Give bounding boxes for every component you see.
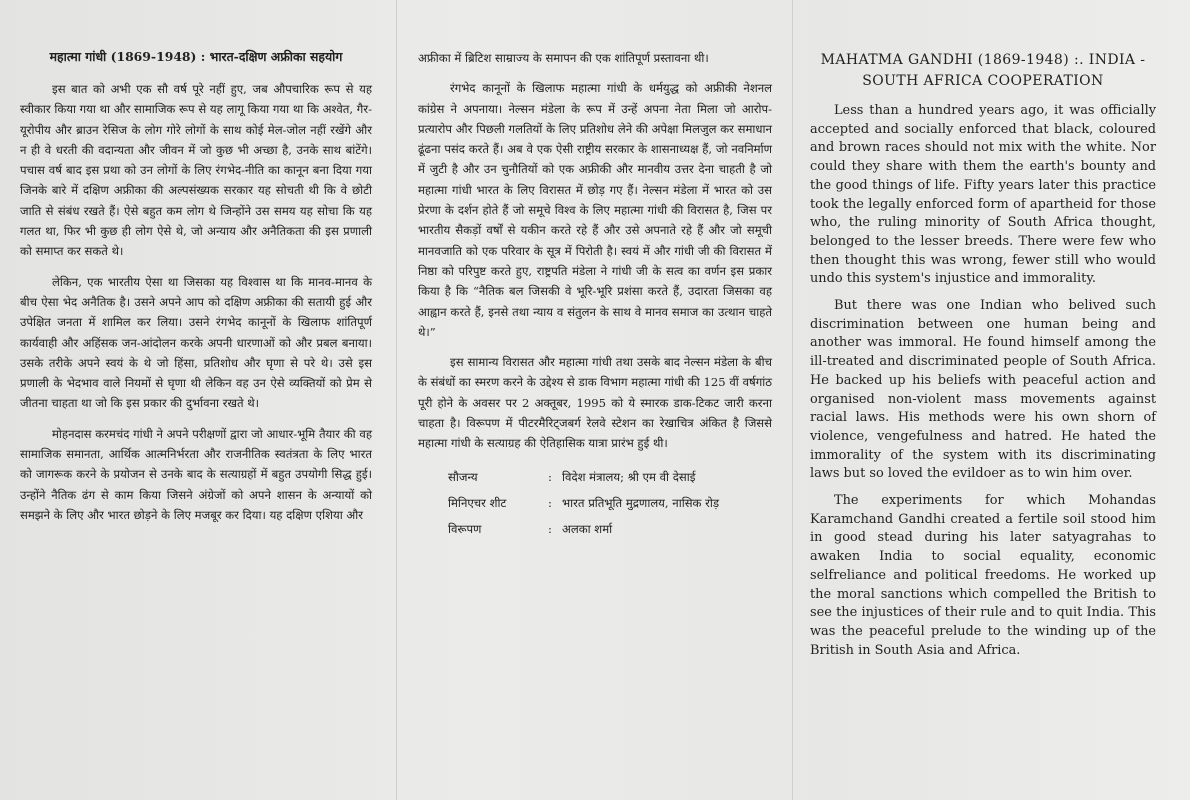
english-title: MAHATMA GANDHI (1869-1948) :. INDIA - SOUTH AFRICA COOPERATION bbox=[820, 52, 1146, 89]
credit-label: विरूपण bbox=[448, 521, 482, 536]
hindi-paragraph: रंगभेद कानूनों के खिलाफ महात्मा गांधी के धर्मयुद्ध को अफ्रीकी नेशनल कांग्रेस ने अपनाया। नेल्सन मंडेला के रूप में उन्हें अपना नेता मिला जो आरोप-प्रत्यारोप और पिछली गलतियों के लिए प्रतिशोध लेने की अपेक्षा मिलजुल कर समाधान ढूंढना पसंद करते हैं। अब वे एक ऐसी राष्ट्रीय सरकार के शासनाध्यक्ष हैं, जो नवनिर्माण में जुटी है और उन चुनौतियों को एक अफ्रीकी और मानवीय उत्तर देना चाहती है जो महात्मा गांधी भारत के लिए विरासत में छोड़ गए हैं। नेल्सन मंडेला में भारत को उस प्रेरणा के दर्शन होते हैं जो समूचे विश्व के लिए महात्मा गांधी की विरासत है, जिस पर भारतीय सैकड़ों वर्षों से यकीन करते रहे हैं और उसे अपनाते रहे हैं और जो समूची मानवजाति को एक परिवार के सूत्र में पिरोती है। स्वयं में और गांधी जी की विरासत में निष्ठा को परिपुष्ट करते हुए, राष्ट्रपति मंडेला ने गांधी जी के सत्व का वर्णन इस प्रकार किया है कि “नैतिक बल जिसकी वे भूरि-भूरि प्रशंसा करते हैं, उदारता जिसका वह आह्वान करते हैं, इनसे तथा न्याय व संतुलन के साथ वे मानव समाज का उत्थान चाहते थे।” bbox=[418, 81, 772, 339]
hindi-paragraph: इस बात को अभी एक सौ वर्ष पूरे नहीं हुए, जब औपचारिक रूप से यह स्वीकार किया गया था और सामाजिक रूप से यह लागू किया गया था कि अश्वेत, गैर-यूरोपीय और ब्राउन रेसिज के लोग गोरे लोगों के साथ कोई मेल-जोल नहीं रखेंगे और न ही वे धरती की वदान्यता और जीवन में जो कुछ भी अच्छा है, उनके साथ बांटेंगे। पचास वर्ष बाद इस प्रथा को उन लोगों के लिए रंगभेद-नीति का कानून बना दिया गया जिनके बारे में दक्षिण अफ्रीका की अल्पसंख्यक सरकार यह सोचती थी कि वे छोटी जाति से संबंध रखते हैं। ऐसे बहुत कम लोग थे जिन्होंने उस समय यह सोचा कि यह गलत था, फिर भी कुछ ही लोग ऐसे थे, जो अन्याय और अनैतिकता की इस प्रणाली को समाप्त कर सकते थे। bbox=[20, 82, 372, 259]
hindi-paragraph: लेकिन, एक भारतीय ऐसा था जिसका यह विश्वास था कि मानव-मानव के बीच ऐसा भेद अनैतिक है। उसने अपने आप को दक्षिण अफ्रीका की सतायी हुई और उपेक्षित जनता में शामिल कर लिया। उसने रंगभेद कानूनों के खिलाफ शांतिपूर्ण कार्यवाही और अहिंसक जन-आंदोलन करके अपनी धारणाओं को और प्रबल बनाया। उसके तरीके अपने स्वयं के थे जो हिंसा, प्रतिशोध और घृणा से परे थे। उसे इस प्रणाली के भेदभाव वाले नियमों से घृणा थी लेकिन वह उन ऐसे व्यक्तियों को प्रेम से जीतना चाहता था जो कि इस प्रकार की दुर्भावना रखते थे। bbox=[20, 274, 372, 411]
hindi-column-middle bbox=[418, 48, 772, 542]
english-paragraph: But there was one Indian who belived such discrimination between one human being and another was immoral. He found himself among the ill-treated and discriminated people of South Africa. He backed up his beliefs with peaceful action and organised non-violent mass movements against racial laws. His methods were his own shorn of violence, vengefulness and hatred. He hated the immorality of the system with its discriminating laws but so loved the evildoer as to win him over. bbox=[810, 298, 1156, 482]
column-divider-right bbox=[792, 0, 793, 800]
hindi-continuation: अफ्रीका में ब्रिटिश साम्राज्य के समापन की एक शांतिपूर्ण प्रस्तावना थी। bbox=[418, 51, 709, 65]
hindi-column-left bbox=[20, 46, 372, 535]
hindi-paragraph: इस सामान्य विरासत और महात्मा गांधी तथा उसके बाद नेल्सन मंडेला के बीच के संबंधों का स्मरण करने के उद्देश्य से डाक विभाग महात्मा गांधी की 125 वीं वर्षगांठ पूरी होने के अवसर पर 2 अक्तूबर, 1995 को ये स्मारक डाक-टिकट जारी करना चाहता है। विरूपण में पीटरमैरिट्जबर्ग रेलवे स्टेशन का रेखाचित्र अंकित है जिससे महात्मा गांधी के सत्याग्रह की ऐतिहासिक यात्रा प्रारंभ हुई थी। bbox=[418, 355, 772, 451]
credits-list bbox=[418, 464, 772, 542]
credit-value: भारत प्रतिभूति मुद्रणालय, नासिक रोड़ bbox=[562, 495, 720, 510]
credit-row bbox=[418, 464, 772, 490]
credit-value: अलका शर्मा bbox=[562, 521, 613, 536]
credit-label: सौजन्य bbox=[448, 469, 478, 484]
credit-row bbox=[418, 516, 772, 542]
credit-separator: : bbox=[548, 495, 552, 510]
credit-row bbox=[418, 490, 772, 516]
column-divider-left bbox=[396, 0, 397, 800]
english-column bbox=[810, 50, 1156, 668]
credit-separator: : bbox=[548, 469, 552, 484]
english-paragraph: Less than a hundred years ago, it was officially accepted and socially enforced that black, coloured and brown races should not mix with the white. Nor could they share with them the earth's bounty and the good things of life. Fifty years later this practice took the legally enforced form of apartheid for those who, the ruling minority of South Africa thought, belonged to the lesser breeds. There were few who then thought this was wrong, fewer still who would undo this system's injustice and immorality. bbox=[810, 103, 1156, 287]
credit-label: मिनिएचर शीट bbox=[448, 495, 507, 510]
credit-separator: : bbox=[548, 521, 552, 536]
hindi-paragraph: मोहनदास करमचंद गांधी ने अपने परीक्षणों द्वारा जो आधार-भूमि तैयार की वह सामाजिक समानता, आर्थिक आत्मनिर्भरता और राजनीतिक स्वतंत्रता के लिए भारत को जागरूक करने के प्रयोजन से उनके बाद के सत्याग्रहों में बहुत उपयोगी सिद्ध हुई। उन्होंने नैतिक ढंग से काम किया जिसने अंग्रेजों को अपने शासन के अन्यायों को समझने के लिए और भारत छोड़ने के लिए मजबूर कर दिया। यह दक्षिण एशिया और bbox=[20, 426, 372, 522]
hindi-title: महात्मा गांधी (1869-1948) : भारत-दक्षिण अफ्रीका सहयोग bbox=[49, 49, 343, 64]
credit-value: विदेश मंत्रालय; श्री एम वी देसाई bbox=[562, 469, 696, 484]
english-paragraph: The experiments for which Mohandas Karamchand Gandhi created a fertile soil stood him in good stead during his later satyagrahas to awaken India to social equality, economic selfreliance and political freedoms. He worked up the moral sanctions which compelled the British to see the injustices of their rule and to quit India. This was the peaceful prelude to the winding up of the British in South Asia and Africa. bbox=[810, 493, 1156, 658]
